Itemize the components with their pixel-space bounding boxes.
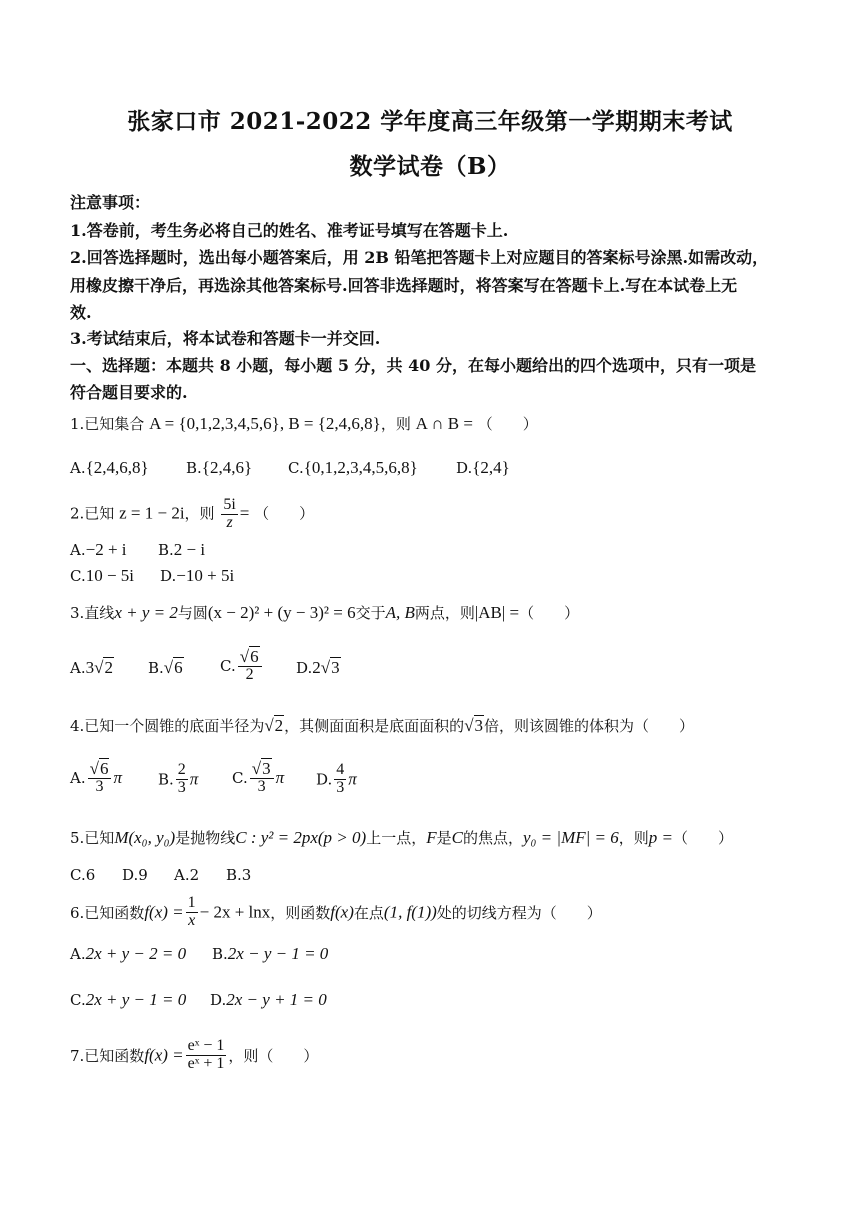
q5-option-c: C.6 (70, 866, 96, 884)
q2-option-a: A.−2 + i (70, 540, 127, 559)
section-heading-line-1: 一、选择题：本题共 8 小题，每小题 5 分，共 40 分，在每小题给出的四个选项中，只有一项是 (70, 356, 756, 375)
q2-option-c: C.10 − 5i (70, 566, 135, 585)
q5-option-a: A.2 (174, 866, 200, 884)
question-3-circle: (x − 2)² + (y − 3)² = 6 (207, 603, 356, 622)
question-1-paren: （ ） (477, 415, 538, 433)
q4-option-c: C. $\frac{√3}{3}$ π (232, 759, 285, 795)
q1-option-b: B.{2,4,6} (186, 458, 253, 477)
notice-item-2-line-2: 用橡皮擦干净后，再选涂其他答案标号.回答非选择题时，将答案写在答题卡上.写在本试卷上无 (70, 276, 738, 295)
question-2-paren: （ ） (254, 504, 315, 523)
question-2-fraction: $\frac{5i}{z}$ (223, 496, 236, 531)
q5-option-b: B.3 (226, 866, 252, 884)
question-2 (70, 497, 314, 532)
question-3: 3.直线x + y = 2与圆(x − 2)² + (y − 3)² = 6交于A, B两点，则|AB| =（ ） (70, 603, 580, 622)
question-2-z: z = 1 − 2i (119, 503, 185, 523)
exam-subtitle: 数学试卷（B） (349, 153, 511, 180)
q3-option-b: B.√6 (148, 658, 183, 677)
question-2-equals: = (239, 503, 250, 523)
q4-option-d: D. $\frac{4}{3}$ π (316, 761, 357, 796)
q3-option-d: D.2√3 (296, 658, 340, 677)
q1-option-d: D.{2,4} (456, 458, 510, 477)
q4-option-a: A. $\frac{√6}{3}$ π (70, 759, 122, 795)
question-1-prefix: 1.已知集合 (70, 415, 145, 433)
q3-option-c: C. $\frac{√6}{2}$ (220, 648, 264, 684)
question-1-ask: A ∩ B = (415, 414, 473, 433)
q6-option-a: A.2x + y − 2 = 0 (70, 944, 187, 963)
q2-option-b: B.2 − i (158, 540, 206, 559)
q6-option-c: C.2x + y − 1 = 0 (70, 990, 187, 1009)
q4-option-b: B. $\frac{2}{3}$ π (158, 761, 199, 796)
question-6: 6.已知函数f(x) = $\frac{1}{x}$ − 2x + lnx，则函数f(x)在点(1, f(1))处的切线方程为（ ） (70, 894, 602, 929)
question-4: 4.已知一个圆锥的底面半径为√2，其侧面面积是底面面积的√3倍，则该圆锥的体积为（ ） (70, 716, 695, 735)
question-7: 7.已知函数f(x) = $\frac{\text{eˣ − 1}}{\text{eˣ + 1}}$ ，则（ ） (70, 1037, 319, 1072)
question-3-line: x + y = 2 (114, 603, 178, 622)
question-1-sets: A = {0,1,2,3,4,5,6}, B = {2,4,6,8} (149, 414, 381, 433)
q3-option-a: A.3√2 (70, 658, 113, 677)
question-3-ask: |AB| = (474, 603, 520, 622)
question-5: 5.已知M(x₀, y₀)是抛物线C : y² = 2px(p > 0)上一点，F是C的焦点，y₀ = |MF| = 6，则p =（ ） (70, 828, 734, 847)
section-heading-line-2: 符合题目要求的. (70, 383, 188, 402)
q6-option-b: B.2x − y − 1 = 0 (212, 944, 329, 963)
notice-heading: 注意事项： (70, 193, 151, 212)
q5-option-d: D.9 (122, 866, 148, 884)
notice-item-3: 3.考试结束后，将本试卷和答题卡一并交回. (70, 329, 381, 348)
q1-option-c: C.{0,1,2,3,4,5,6,8} (288, 458, 418, 477)
notice-item-2-line-1: 2.回答选择题时，选出每小题答案后，用 2B 铅笔把答题卡上对应题目的答案标号涂黑.如需改动， (70, 248, 769, 267)
q2-option-d: D.−10 + 5i (160, 566, 235, 585)
exam-title: 张家口市 2021-2022 学年度高三年级第一学期期末考试 (127, 108, 733, 135)
q1-option-a: A.{2,4,6,8} (70, 458, 149, 477)
notice-item-1: 1.答卷前，考生务必将自己的姓名、准考证号填写在答题卡上. (70, 221, 509, 240)
question-1 (70, 413, 538, 434)
question-2-prefix: 2.已知 (70, 504, 115, 523)
question-1-mid: ，则 (380, 415, 411, 433)
notice-item-2-line-3: 效. (70, 303, 92, 322)
question-2-mid: ，则 (184, 504, 215, 523)
q6-option-d: D.2x − y + 1 = 0 (210, 990, 327, 1009)
